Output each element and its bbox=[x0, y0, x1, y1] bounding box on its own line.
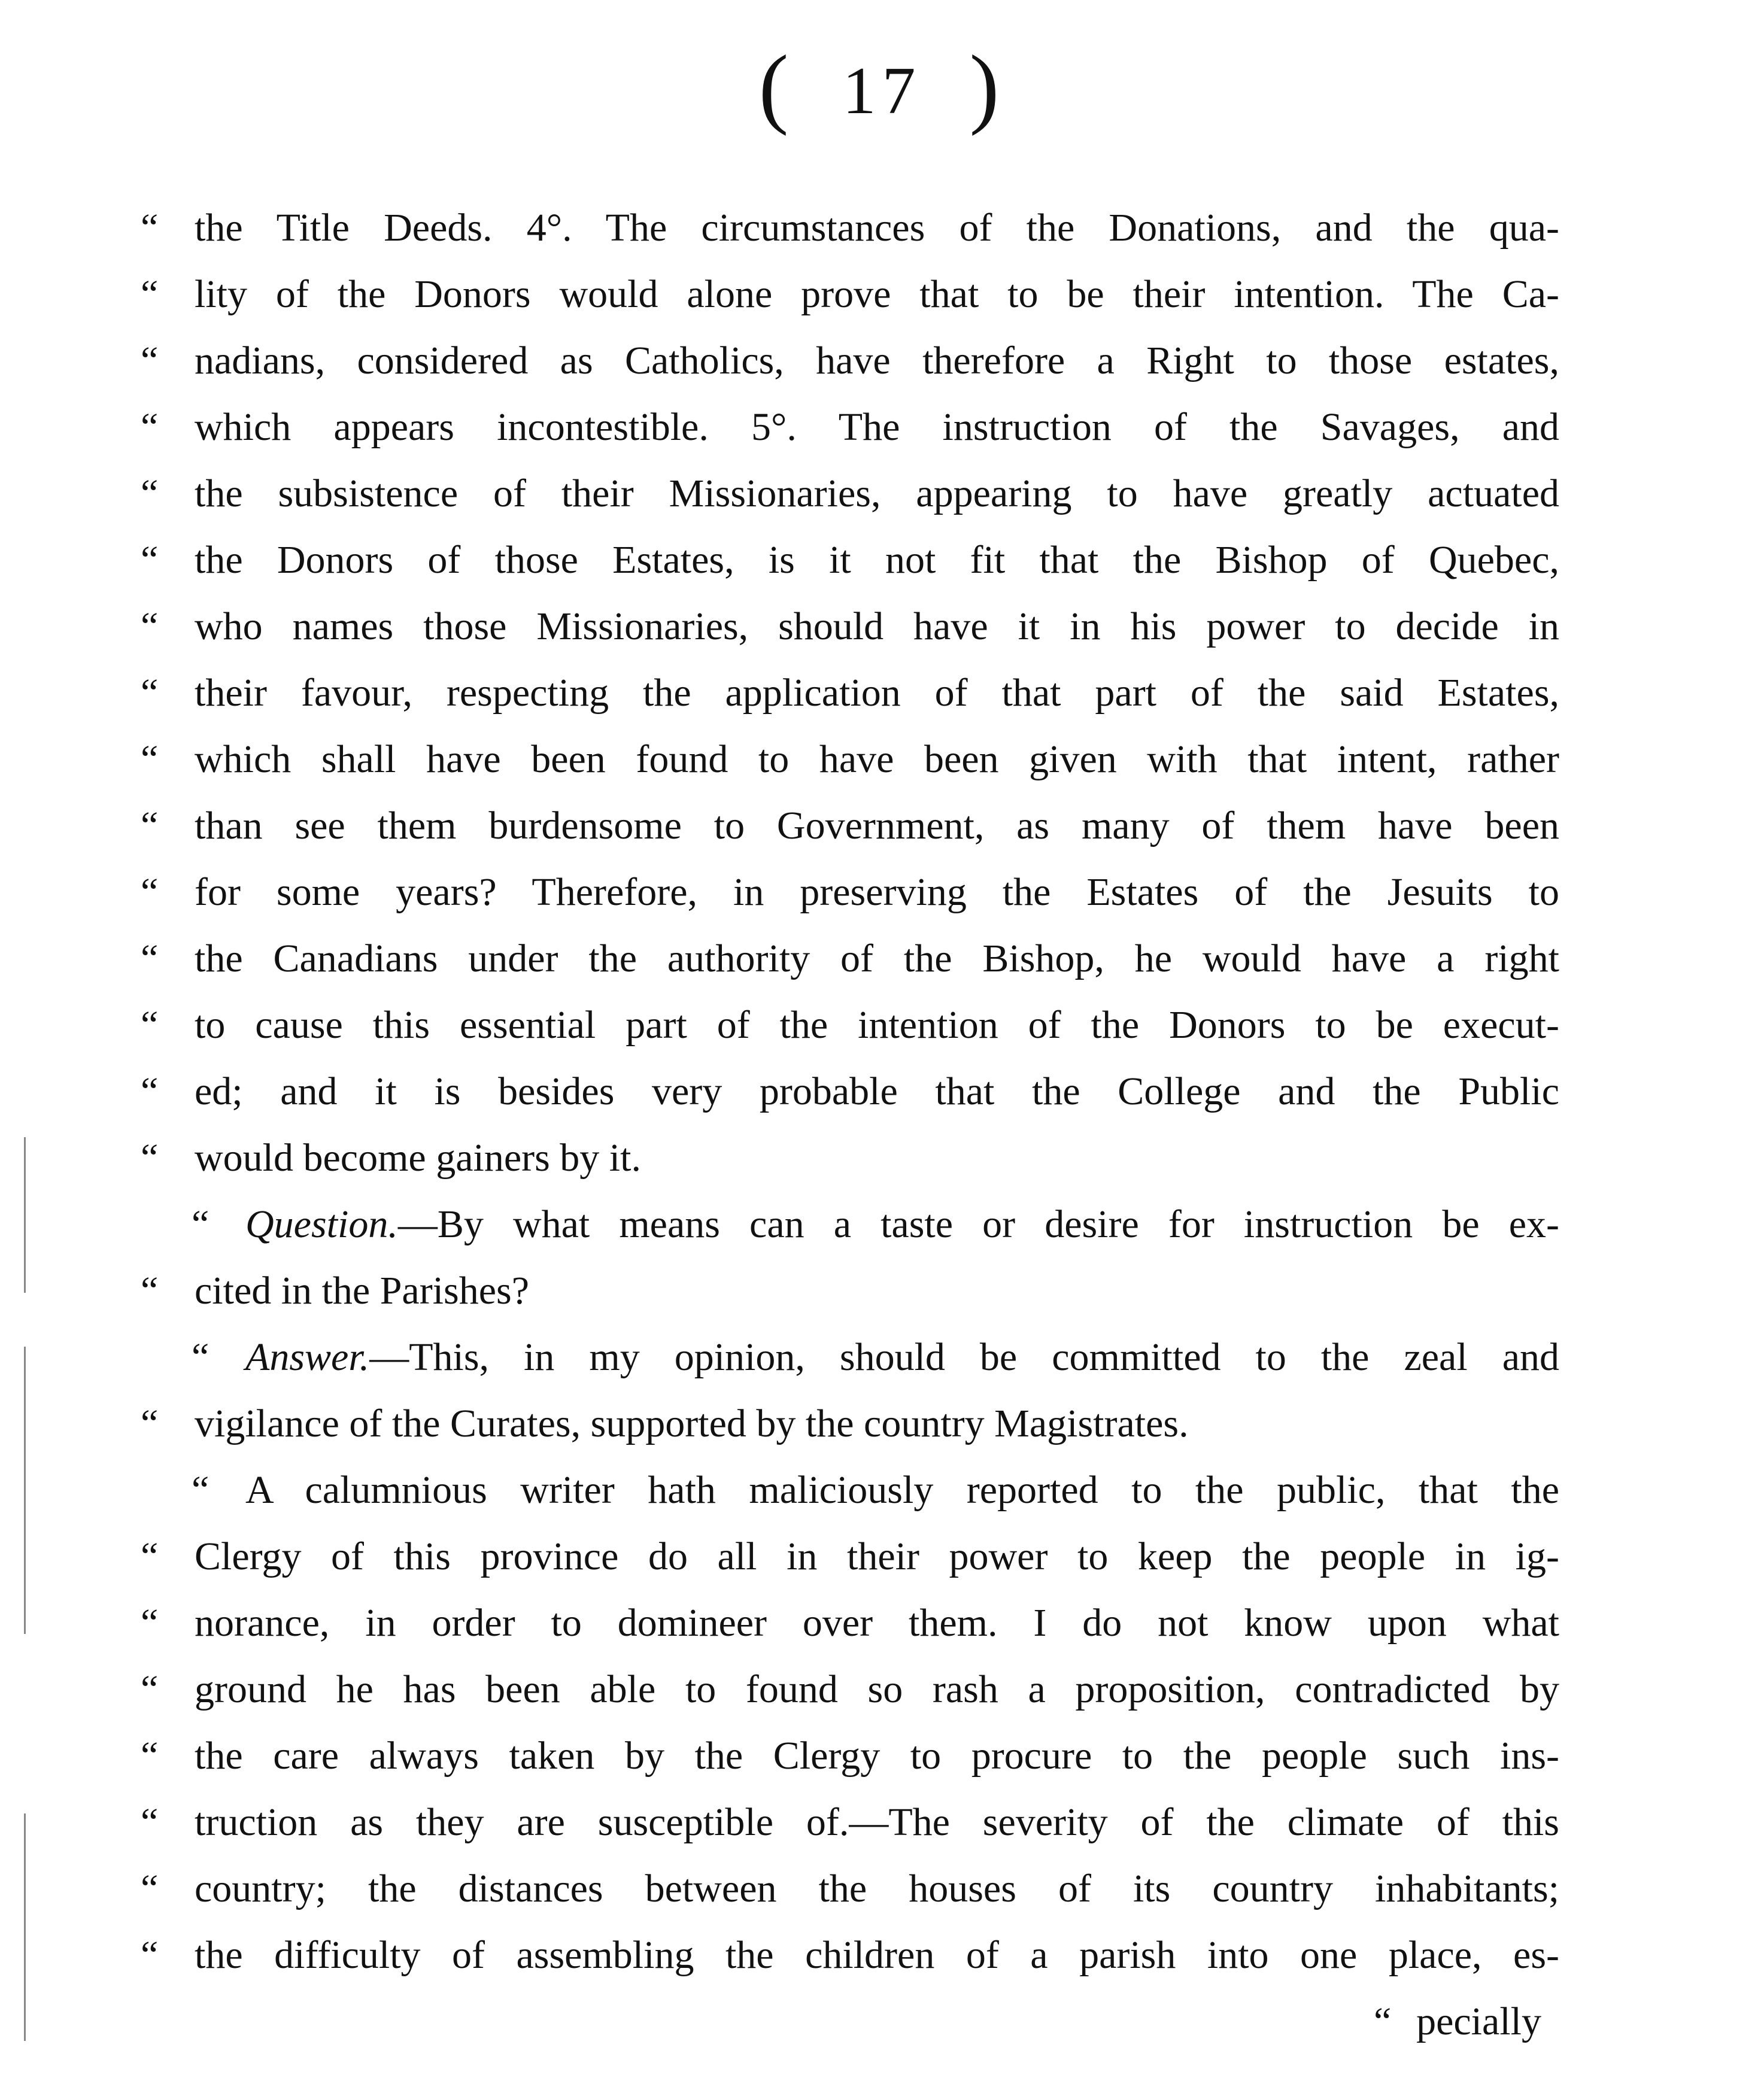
line-text: —This, in my opinion, should be committed to the zeal and bbox=[369, 1335, 1559, 1379]
line-text: lity of the Donors would alone prove that to be their intention. The Ca- bbox=[195, 272, 1559, 316]
question-line bbox=[141, 1191, 1559, 1257]
text-line bbox=[141, 1855, 1559, 1922]
quote-mark: “ bbox=[141, 1402, 159, 1445]
line-text: the care always taken by the Clergy to procure to the people such ins- bbox=[195, 1734, 1559, 1778]
quote-mark: “ bbox=[141, 1734, 159, 1778]
line-text: ground he has been able to found so rash a proposition, contradicted by bbox=[195, 1667, 1559, 1711]
quote-mark: “ bbox=[141, 870, 159, 914]
quote-mark: “ bbox=[141, 671, 159, 715]
margin-mark bbox=[24, 1347, 26, 1634]
quote-mark: “ bbox=[141, 405, 159, 449]
text-line bbox=[141, 726, 1559, 792]
text-line bbox=[141, 859, 1559, 925]
text-line bbox=[141, 1922, 1559, 1988]
text-line bbox=[141, 660, 1559, 726]
body-text bbox=[141, 195, 1559, 2055]
quote-mark: “ bbox=[141, 1933, 159, 1977]
quote-mark: “ bbox=[141, 1535, 159, 1578]
quote-mark: “ bbox=[141, 339, 159, 382]
text-line bbox=[141, 1723, 1559, 1789]
margin-mark bbox=[24, 1813, 26, 2041]
line-text: the Donors of those Estates, is it not fit that the Bishop of Quebec, bbox=[195, 538, 1559, 582]
catchword-text: pecially bbox=[1416, 2000, 1541, 2043]
quote-mark: “ bbox=[141, 1667, 159, 1711]
line-text: cited in the Parishes? bbox=[195, 1269, 530, 1313]
quote-mark: “ bbox=[141, 604, 159, 648]
quote-mark: “ bbox=[192, 1468, 210, 1512]
catchword bbox=[141, 1988, 1559, 2055]
text-line bbox=[141, 792, 1559, 859]
quote-mark: “ bbox=[141, 1003, 159, 1047]
quote-mark: “ bbox=[141, 1136, 159, 1180]
line-text: would become gainers by it. bbox=[195, 1136, 641, 1180]
text-line bbox=[141, 460, 1559, 527]
line-text: than see them burdensome to Government, as many of them have been bbox=[195, 804, 1559, 847]
text-line bbox=[141, 925, 1559, 992]
answer-label: Answer. bbox=[245, 1335, 370, 1379]
text-line bbox=[141, 1523, 1559, 1590]
text-line bbox=[141, 527, 1559, 593]
line-text: the Title Deeds. 4°. The circumstances of the Donations, and the qua- bbox=[195, 206, 1559, 250]
line-text: truction as they are susceptible of.—The severity of the climate of this bbox=[195, 1800, 1559, 1844]
question-label: Question. bbox=[245, 1202, 398, 1246]
text-line bbox=[141, 593, 1559, 660]
line-text: country; the distances between the houses of its country inhabitants; bbox=[195, 1867, 1559, 1910]
answer-line bbox=[141, 1324, 1559, 1390]
text-line bbox=[141, 1457, 1559, 1523]
line-text: the Canadians under the authority of the Bishop, he would have a right bbox=[195, 937, 1559, 980]
quote-mark: “ bbox=[192, 1202, 210, 1246]
quote-mark: “ bbox=[141, 272, 159, 316]
line-text: A calumnious writer hath maliciously reported to the public, that the bbox=[245, 1468, 1559, 1512]
quote-mark: “ bbox=[141, 472, 159, 515]
line-text: —By what means can a taste or desire for instruction be ex- bbox=[397, 1202, 1559, 1246]
quote-mark: “ bbox=[141, 1800, 159, 1844]
line-text: norance, in order to domineer over them. I do not know upon what bbox=[195, 1601, 1559, 1645]
line-text: their favour, respecting the application of that part of the said Estates, bbox=[195, 671, 1559, 715]
quote-mark: “ bbox=[141, 538, 159, 582]
line-text: the subsistence of their Missionaries, appearing to have greatly actuated bbox=[195, 472, 1559, 515]
text-line bbox=[141, 394, 1559, 460]
line-text: which appears incontestible. 5°. The instruction of the Savages, and bbox=[195, 405, 1559, 449]
quote-mark: “ bbox=[1374, 2000, 1392, 2043]
quote-mark: “ bbox=[192, 1335, 210, 1379]
quote-mark: “ bbox=[141, 937, 159, 980]
line-text: which shall have been found to have been given with that intent, rather bbox=[195, 737, 1559, 781]
line-text: who names those Missionaries, should have it in his power to decide in bbox=[195, 604, 1559, 648]
quote-mark: “ bbox=[141, 206, 159, 250]
line-text: ed; and it is besides very probable that the College and the Public bbox=[195, 1070, 1559, 1113]
text-line bbox=[141, 195, 1559, 261]
line-text: Clergy of this province do all in their power to keep the people in ig- bbox=[195, 1535, 1559, 1578]
quote-mark: “ bbox=[141, 1601, 159, 1645]
quote-mark: “ bbox=[141, 1269, 159, 1313]
text-line bbox=[141, 327, 1559, 394]
quote-mark: “ bbox=[141, 1867, 159, 1910]
text-line bbox=[141, 261, 1559, 327]
text-line bbox=[141, 1257, 1559, 1324]
page-header bbox=[0, 37, 1764, 136]
line-text: the difficulty of assembling the children of a parish into one place, es- bbox=[195, 1933, 1559, 1977]
text-line bbox=[141, 1789, 1559, 1855]
line-text: for some years? Therefore, in preserving the Estates of the Jesuits to bbox=[195, 870, 1559, 914]
text-line bbox=[141, 1058, 1559, 1125]
page-number: 17 bbox=[842, 54, 922, 128]
text-line bbox=[141, 1125, 1559, 1191]
text-line bbox=[141, 1590, 1559, 1656]
line-text: to cause this essential part of the intention of the Donors to be execut- bbox=[195, 1003, 1559, 1047]
margin-mark bbox=[24, 1137, 26, 1293]
text-line bbox=[141, 1656, 1559, 1723]
line-text: nadians, considered as Catholics, have therefore a Right to those estates, bbox=[195, 339, 1559, 382]
quote-mark: “ bbox=[141, 1070, 159, 1113]
quote-mark: “ bbox=[141, 737, 159, 781]
text-line bbox=[141, 992, 1559, 1058]
text-line bbox=[141, 1390, 1559, 1457]
header-close-paren: ) bbox=[969, 37, 1006, 136]
header-open-paren: ( bbox=[758, 37, 795, 136]
line-text: vigilance of the Curates, supported by the country Magistrates. bbox=[195, 1402, 1189, 1445]
quote-mark: “ bbox=[141, 804, 159, 847]
